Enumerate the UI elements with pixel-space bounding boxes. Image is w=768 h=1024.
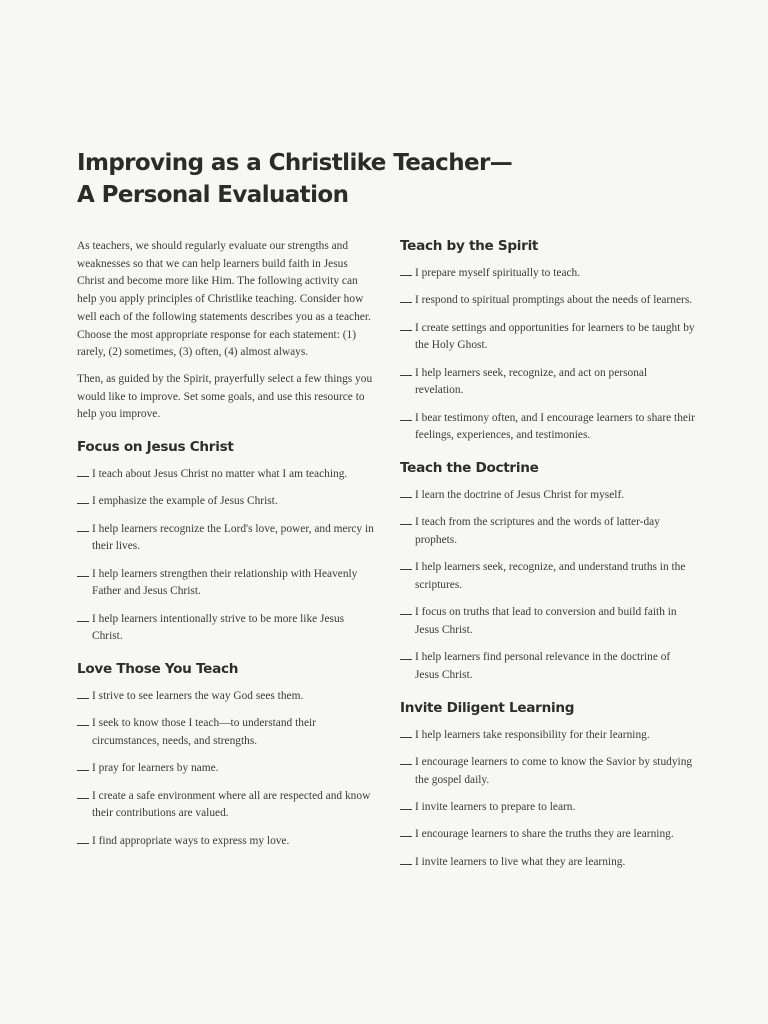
item-text: I invite learners to prepare to learn. <box>415 801 576 813</box>
item-text: I teach about Jesus Christ no matter what I am teaching. <box>92 468 348 481</box>
rating-blank[interactable] <box>77 493 89 504</box>
item-text: I encourage learners to come to know the Savior by studying the gospel daily. <box>415 756 693 786</box>
intro <box>77 238 377 424</box>
evaluation-item <box>400 559 696 594</box>
evaluation-item <box>77 760 377 778</box>
evaluation-item <box>77 466 377 484</box>
evaluation-item <box>400 514 696 549</box>
rating-blank[interactable] <box>400 854 412 865</box>
rating-blank[interactable] <box>400 514 412 525</box>
evaluation-item <box>400 265 696 283</box>
title-line-2: A Personal Evaluation <box>77 182 349 208</box>
item-text: I help learners recognize the Lord's love, power, and mercy in their lives. <box>92 522 374 553</box>
left-sections <box>77 437 377 850</box>
evaluation-section <box>77 437 377 646</box>
item-text: I find appropriate ways to express my love. <box>92 834 290 847</box>
evaluation-item <box>77 493 377 511</box>
intro-paragraph-2: Then, as guided by the Spirit, prayerfully select a few things you would like to improve. Set some goals, and use this resource to help you improve. <box>77 372 373 421</box>
item-text: I create a safe environment where all are respected and know their contributions are valued. <box>92 789 371 820</box>
item-text: I seek to know those I teach—to understand their circumstances, needs, and strengths. <box>92 717 316 748</box>
page-title <box>77 147 512 211</box>
right-column <box>400 236 696 881</box>
section-heading: Teach the Doctrine <box>400 460 539 476</box>
title-line-1: Improving as a Christlike Teacher— <box>77 150 513 176</box>
evaluation-section <box>77 659 377 850</box>
rating-blank[interactable] <box>77 760 89 771</box>
rating-blank[interactable] <box>77 688 89 699</box>
evaluation-item <box>77 566 377 601</box>
evaluation-item <box>400 292 696 310</box>
rating-blank[interactable] <box>400 292 412 303</box>
item-text: I strive to see learners the way God sees them. <box>92 690 304 703</box>
item-text: I learn the doctrine of Jesus Christ for myself. <box>415 489 625 501</box>
rating-blank[interactable] <box>400 365 412 376</box>
item-text: I pray for learners by name. <box>92 762 219 775</box>
item-text: I help learners find personal relevance in the doctrine of Jesus Christ. <box>415 651 671 681</box>
evaluation-item <box>400 826 696 844</box>
evaluation-section <box>400 698 696 872</box>
section-heading: Teach by the Spirit <box>400 238 539 254</box>
evaluation-item <box>77 521 377 556</box>
evaluation-section <box>400 236 696 445</box>
rating-blank[interactable] <box>400 727 412 738</box>
rating-blank[interactable] <box>77 466 89 477</box>
rating-blank[interactable] <box>400 320 412 331</box>
rating-blank[interactable] <box>77 566 89 577</box>
evaluation-item <box>400 604 696 639</box>
item-text: I focus on truths that lead to conversion and build faith in Jesus Christ. <box>415 606 677 636</box>
evaluation-item <box>77 715 377 750</box>
rating-blank[interactable] <box>400 604 412 615</box>
evaluation-item <box>400 410 696 445</box>
rating-blank[interactable] <box>77 715 89 726</box>
item-text: I help learners take responsibility for their learning. <box>415 728 650 741</box>
item-text: I help learners seek, recognize, and understand truths in the scriptures. <box>415 561 686 591</box>
rating-blank[interactable] <box>400 649 412 660</box>
rating-blank[interactable] <box>400 559 412 570</box>
rating-blank[interactable] <box>77 521 89 532</box>
item-text: I teach from the scriptures and the words of latter-day prophets. <box>415 516 660 546</box>
rating-blank[interactable] <box>400 410 412 421</box>
rating-blank[interactable] <box>400 826 412 837</box>
evaluation-item <box>77 611 377 646</box>
item-text: I emphasize the example of Jesus Christ. <box>92 495 278 508</box>
evaluation-item <box>77 833 377 851</box>
item-text: I encourage learners to share the truths they are learning. <box>415 828 674 841</box>
right-sections <box>400 236 696 871</box>
intro-paragraph-1: As teachers, we should regularly evaluate our strengths and weaknesses so that we can help learners build faith in Jesus Christ and become more like Him. The following activity can help you apply principles of Christlike teaching. Consider how well each of the following statements describes you as a teacher. Choose the most appropriate response for each statement: (1) rarely, (2) sometimes, (3) often, (4) almost always. <box>77 240 371 359</box>
rating-blank[interactable] <box>77 611 89 622</box>
section-heading: Invite Diligent Learning <box>400 699 575 716</box>
item-text: I help learners strengthen their relationship with Heavenly Father and Jesus Christ. <box>92 567 358 598</box>
section-heading: Focus on Jesus Christ <box>77 439 234 456</box>
item-text: I help learners seek, recognize, and act on personal revelation. <box>415 366 648 397</box>
evaluation-item <box>400 487 696 505</box>
rating-blank[interactable] <box>77 833 89 844</box>
rating-blank[interactable] <box>400 754 412 765</box>
item-text: I respond to spiritual promptings about the needs of learners. <box>415 294 693 307</box>
rating-blank[interactable] <box>400 487 412 498</box>
item-text: I help learners intentionally strive to be more like Jesus Christ. <box>92 612 345 643</box>
item-text: I create settings and opportunities for learners to be taught by the Holy Ghost. <box>415 321 695 352</box>
item-text: I bear testimony often, and I encourage learners to share their feelings, experiences, and testimonies. <box>415 411 695 442</box>
evaluation-item <box>77 688 377 706</box>
evaluation-item <box>400 365 696 400</box>
rating-blank[interactable] <box>77 788 89 799</box>
item-text: I invite learners to live what they are learning. <box>415 855 626 868</box>
evaluation-item <box>400 320 696 355</box>
evaluation-item <box>400 727 696 745</box>
evaluation-item <box>400 799 696 817</box>
section-heading: Love Those You Teach <box>77 661 239 678</box>
evaluation-item <box>400 854 696 872</box>
item-text: I prepare myself spiritually to teach. <box>415 267 581 279</box>
evaluation-item <box>400 649 696 684</box>
evaluation-item <box>77 788 377 823</box>
evaluation-section <box>400 458 696 685</box>
rating-blank[interactable] <box>400 799 412 810</box>
rating-blank[interactable] <box>400 265 412 276</box>
left-column <box>77 238 377 860</box>
evaluation-item <box>400 754 696 789</box>
